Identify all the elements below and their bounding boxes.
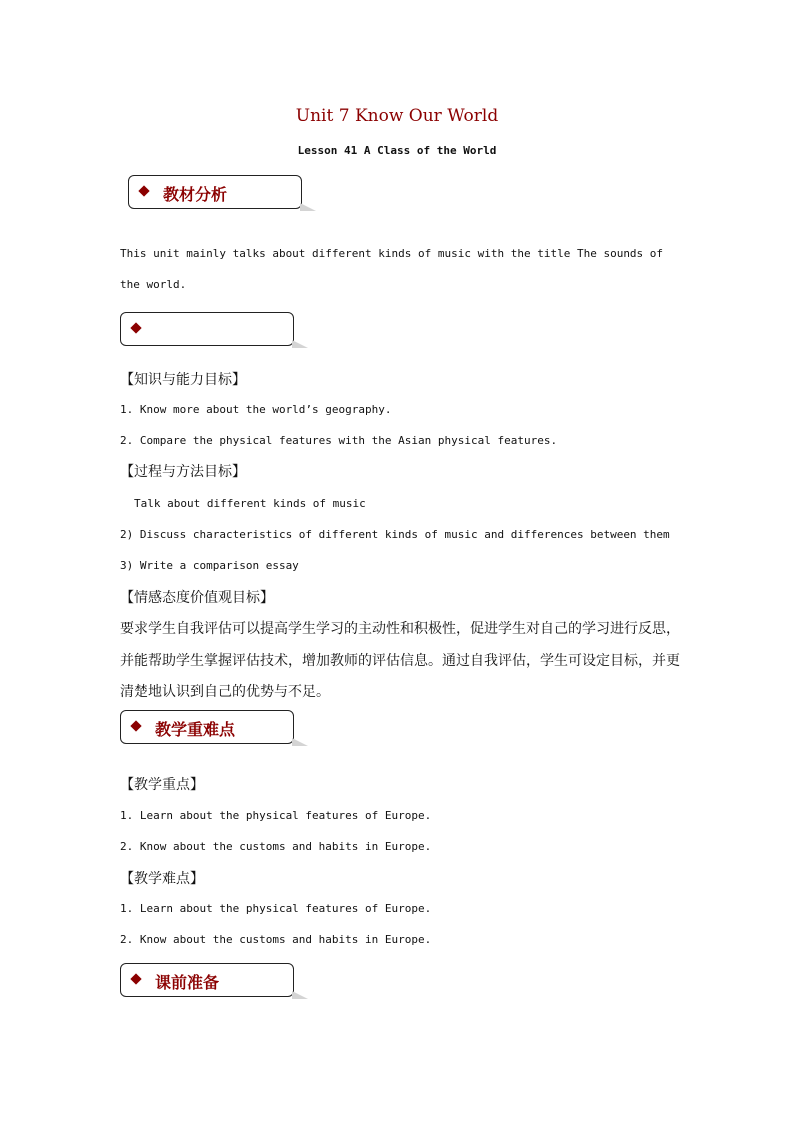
section-heading-preparation: [120, 963, 294, 997]
section-heading-key-points: [120, 710, 294, 744]
emotion-objectives-title: 【情感态度价值观目标】: [120, 590, 274, 606]
focus-item: 2. Know about the customs and habits in Europe.: [120, 840, 432, 853]
focus-item: 1. Learn about the physical features of Europe.: [120, 809, 432, 822]
diamond-bullet-icon: [130, 322, 141, 333]
analysis-paragraph-line2: the world.: [120, 278, 187, 291]
emotion-paragraph-line: 并能帮助学生掌握评估技术，增加教师的评估信息。通过自我评估，学生可设定目标，并更: [120, 653, 680, 669]
section-heading-objectives: [120, 312, 294, 346]
process-item: 3) Write a comparison essay: [120, 559, 299, 572]
knowledge-objectives-title: 【知识与能力目标】: [120, 372, 246, 388]
knowledge-item: 1. Know more about the world’s geography.: [120, 403, 392, 416]
section-heading-analysis: [128, 175, 302, 209]
analysis-paragraph-line1: This unit mainly talks about different kinds of music with the title The sounds of: [120, 247, 664, 260]
document-title: Unit 7 Know Our World: [295, 106, 499, 126]
section-heading-label: 课前准备: [155, 973, 220, 992]
process-objectives-title: 【过程与方法目标】: [120, 464, 246, 480]
emotion-paragraph-line: 要求学生自我评估可以提高学生学习的主动性和积极性，促进学生对自己的学习进行反思，: [120, 621, 680, 637]
heading-shadow: [300, 203, 316, 211]
knowledge-item: 2. Compare the physical features with the Asian physical features.: [120, 434, 558, 447]
focus-title: 【教学重点】: [120, 777, 204, 793]
diamond-bullet-icon: [130, 720, 141, 731]
process-item: Talk about different kinds of music: [134, 497, 366, 510]
section-heading-label: 教学重难点: [155, 720, 236, 739]
difficulty-item: 2. Know about the customs and habits in Europe.: [120, 933, 432, 946]
heading-shadow: [292, 991, 308, 999]
heading-shadow: [292, 340, 308, 348]
process-item: 2) Discuss characteristics of different kinds of music and differences between them: [120, 528, 670, 541]
lesson-subtitle: Lesson 41 A Class of the World: [297, 144, 497, 157]
diamond-bullet-icon: [130, 973, 141, 984]
section-heading-label: 教材分析: [163, 185, 228, 204]
difficulty-item: 1. Learn about the physical features of Europe.: [120, 902, 432, 915]
difficulty-title: 【教学难点】: [120, 871, 204, 887]
heading-shadow: [292, 738, 308, 746]
emotion-paragraph-line: 清楚地认识到自己的优势与不足。: [120, 684, 330, 700]
diamond-bullet-icon: [138, 185, 149, 196]
